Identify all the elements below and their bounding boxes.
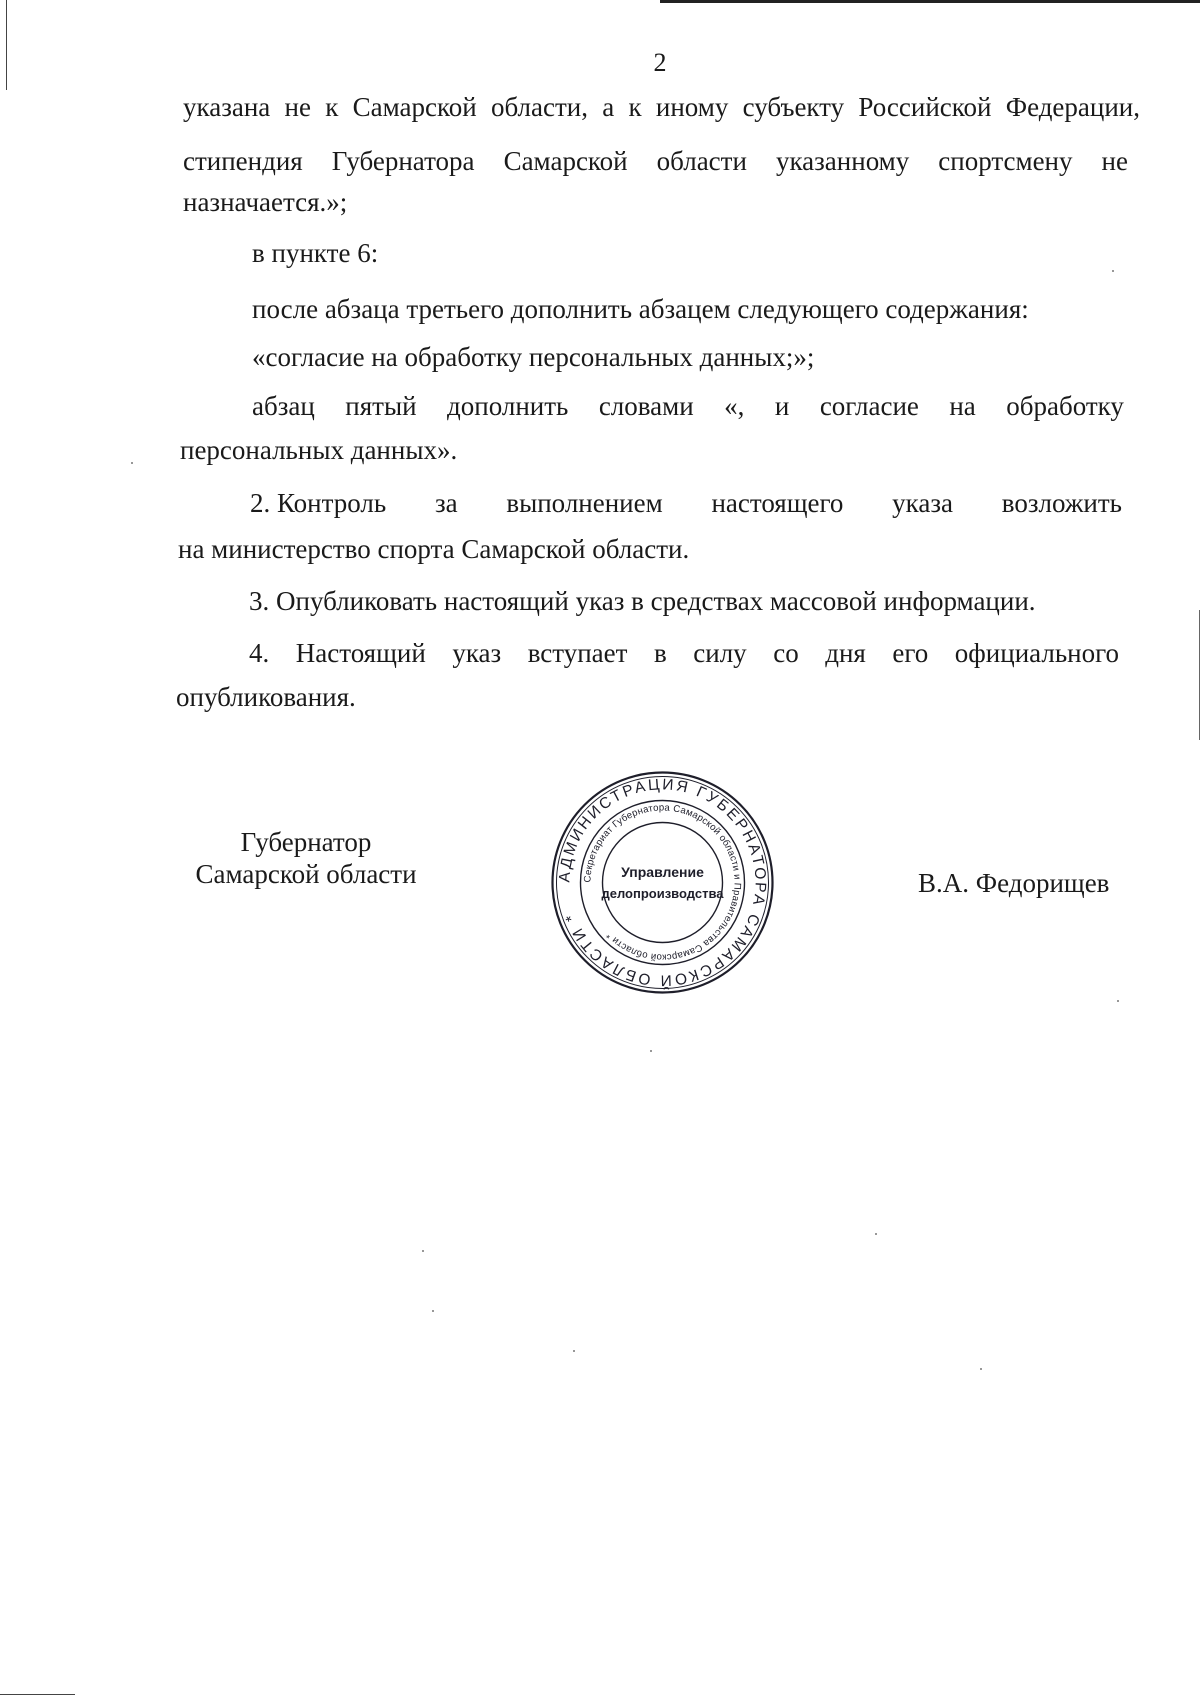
word: указа	[892, 488, 953, 518]
word: иному	[655, 92, 729, 122]
signatory-position-line-2: Самарской области	[195, 859, 417, 889]
scan-speck	[980, 1368, 982, 1370]
word: стипендия	[183, 146, 303, 176]
word: на	[949, 391, 976, 421]
word: официального	[954, 638, 1119, 668]
body-line-13: опубликования.	[176, 682, 356, 712]
word: согласие	[819, 391, 919, 421]
word: а	[602, 92, 615, 122]
word: абзац	[252, 391, 315, 421]
scan-speck	[875, 1233, 877, 1235]
body-line-4: в пункте 6:	[252, 238, 379, 268]
word: не	[1101, 146, 1128, 176]
word: силу	[693, 638, 747, 668]
scan-speck	[1117, 1000, 1119, 1002]
word: в	[653, 638, 667, 668]
body-line-9	[250, 490, 1122, 517]
word: дня	[825, 638, 866, 668]
word: области,	[490, 92, 588, 122]
seal-center-line-1: Управление	[621, 864, 704, 880]
body-line-6: «согласие на обработку персональных данных;»;	[252, 342, 815, 372]
scan-speck	[1112, 270, 1114, 272]
word: 4.	[249, 638, 270, 668]
word: вступает	[527, 638, 628, 668]
signatory-position-line-1: Губернатор	[240, 827, 372, 857]
word: к	[325, 92, 339, 122]
seal-outer-text: АДМИНИСТРАЦИЯ ГУБЕРНАТОРА САМАРСКОЙ ОБЛАСТИ *	[556, 776, 769, 989]
word: указ	[452, 638, 502, 668]
word: Федерации,	[1005, 92, 1140, 122]
word: «,	[724, 391, 745, 421]
word: пятый	[345, 391, 417, 421]
scan-edge-top	[660, 0, 1200, 3]
seal-inner-ring	[603, 823, 723, 943]
body-line-3: назначается.»;	[183, 187, 348, 217]
signatory-name: В.А. Федорищев	[918, 868, 1110, 898]
word: Губернатора	[331, 146, 475, 176]
word: к	[628, 92, 642, 122]
body-line-7	[252, 393, 1124, 420]
body-line-2	[183, 148, 1128, 175]
scan-speck	[650, 1050, 652, 1052]
page-number: 2	[653, 48, 667, 77]
body-line-12	[249, 640, 1119, 667]
body-line-1	[183, 94, 1140, 121]
scan-speck	[422, 1250, 424, 1252]
body-line-8: персональных данных».	[180, 435, 458, 465]
word: указанному	[775, 146, 910, 176]
word: и	[774, 391, 790, 421]
body-line-11: 3. Опубликовать настоящий указ в средствах массовой информации.	[249, 586, 1036, 616]
word: настоящего	[711, 488, 844, 518]
word: Российской	[858, 92, 992, 122]
word: 2. Контроль	[250, 488, 387, 518]
word: указана	[183, 92, 271, 122]
scan-edge-bottom	[0, 1694, 75, 1695]
body-line-10: на министерство спорта Самарской области.	[178, 534, 690, 564]
body-line-5: после абзаца третьего дополнить абзацем следующего содержания:	[252, 294, 1029, 324]
word: возложить	[1001, 488, 1122, 518]
signatory-position	[186, 826, 426, 890]
word: субъекту	[742, 92, 845, 122]
seal-inner-text: Секретариат Губернатора Самарской области и Правительства Самарской области *	[582, 802, 743, 963]
word: дополнить	[447, 391, 569, 421]
word: словами	[598, 391, 694, 421]
word: спортсмену	[938, 146, 1073, 176]
word: его	[892, 638, 929, 668]
word: Настоящий	[295, 638, 426, 668]
word: Самарской	[352, 92, 477, 122]
word: выполнением	[506, 488, 663, 518]
word: области	[656, 146, 747, 176]
seal-center-line-2: делопроизводства	[601, 886, 724, 901]
scan-speck	[573, 1350, 575, 1352]
word: не	[284, 92, 311, 122]
word: за	[434, 488, 458, 518]
word: обработку	[1006, 391, 1124, 421]
seal-middle-ring	[581, 801, 745, 965]
scan-speck	[131, 462, 133, 464]
scan-speck	[432, 1310, 434, 1312]
word: со	[773, 638, 799, 668]
word: Самарской	[503, 146, 628, 176]
official-seal	[550, 770, 775, 995]
